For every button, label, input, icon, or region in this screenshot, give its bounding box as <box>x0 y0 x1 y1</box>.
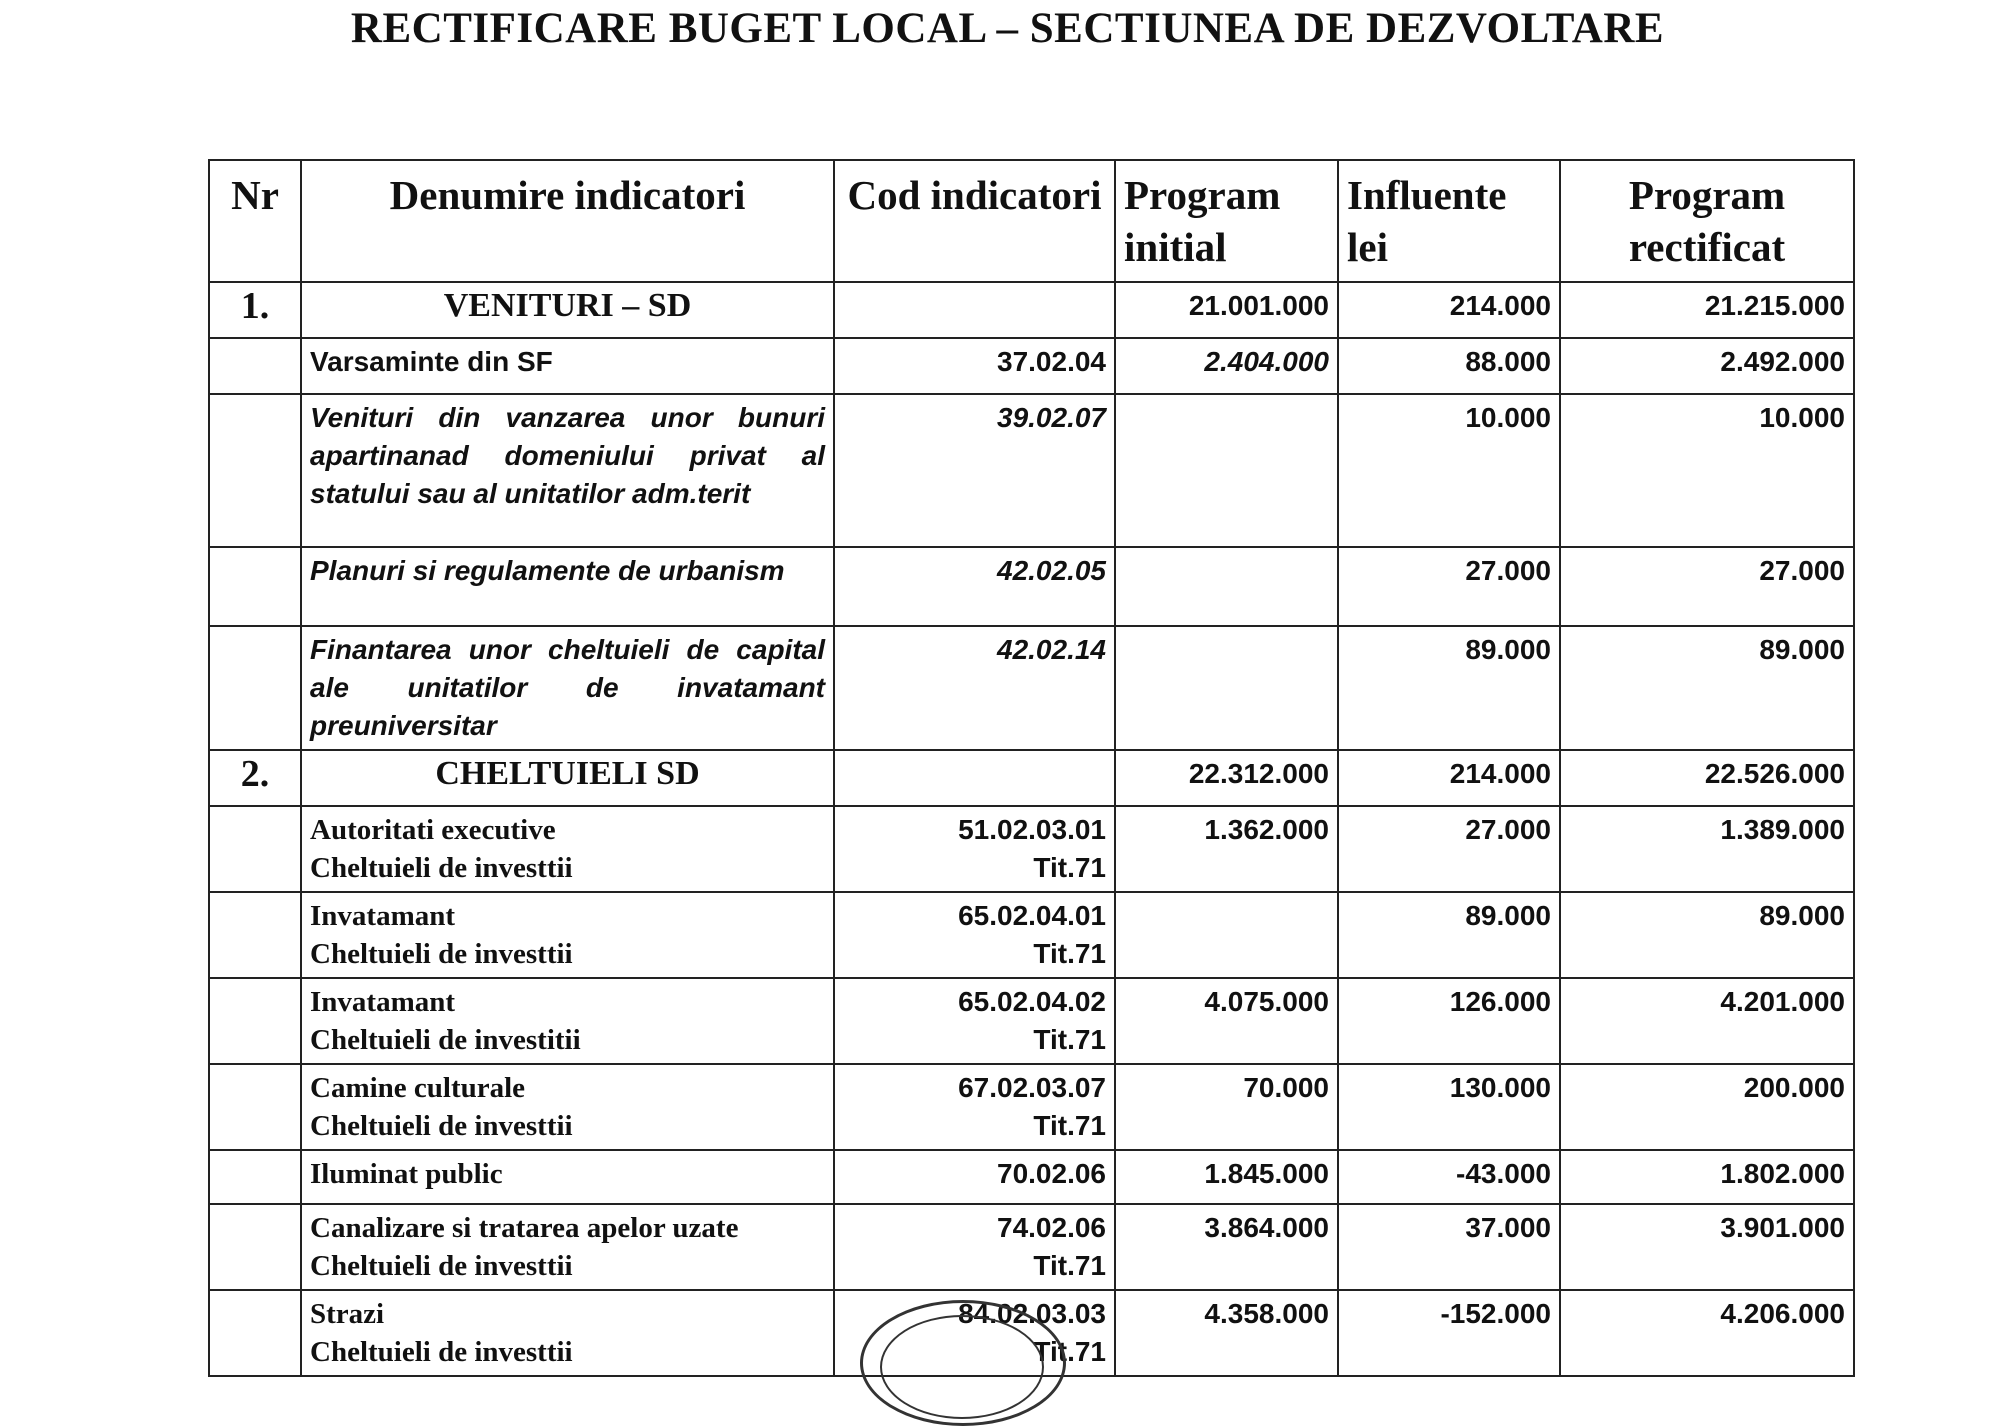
influence-cell <box>1338 626 1560 750</box>
name-cell-text: Canalizare si tratarea apelor uzate <box>310 1212 739 1244</box>
influence-cell <box>1338 978 1560 1064</box>
code-cell <box>834 1204 1115 1290</box>
code-cell <box>834 978 1115 1064</box>
code-cell-text: 74.02.06 <box>997 1212 1106 1243</box>
name-cell <box>301 978 834 1064</box>
name-cell-text: Invatamant <box>310 986 456 1018</box>
initial-cell-text: 4.358.000 <box>1204 1298 1329 1329</box>
initial-cell-text: 21.001.000 <box>1188 290 1329 321</box>
nr <box>209 547 301 626</box>
code-cell <box>834 750 1115 806</box>
initial-cell <box>1115 750 1338 806</box>
initial-cell <box>1115 978 1338 1064</box>
rectified-cell <box>1560 750 1854 806</box>
code-cell-text: 70.02.06 <box>997 1158 1106 1189</box>
code-cell-text: 39.02.07 <box>997 402 1106 433</box>
rectified-cell <box>1560 626 1854 750</box>
influence-cell <box>1338 1290 1560 1376</box>
code-cell-text: 65.02.04.02 <box>958 986 1106 1017</box>
influence-cell-text: -43.000 <box>1456 1158 1551 1189</box>
name-cell-text: Cheltuieli de investtii <box>310 1336 573 1368</box>
name-cell-text: CHELTUIELI SD <box>435 755 700 792</box>
header-code: Cod indicatori <box>834 160 1115 282</box>
name-cell-text: Iluminat public <box>310 1158 503 1190</box>
influence-cell-text: 89.000 <box>1465 634 1551 665</box>
table-row <box>209 547 1854 626</box>
code-cell-text: Tit.71 <box>1033 938 1106 969</box>
code-cell-text: Tit.71 <box>1033 1336 1106 1367</box>
influence-cell-text: 37.000 <box>1465 1212 1551 1243</box>
name-cell-text: Finantarea unor cheltuieli de capital ale unitatilor de invatamant preuniversitar <box>310 634 825 741</box>
code-cell <box>834 547 1115 626</box>
table-row <box>209 750 1854 806</box>
code-cell-text: 65.02.04.01 <box>958 900 1106 931</box>
influence-cell-text: 214.000 <box>1449 758 1551 789</box>
influence-cell <box>1338 806 1560 892</box>
code-cell-text: 37.02.04 <box>997 346 1106 377</box>
name-cell-text: Cheltuieli de investtii <box>310 1110 573 1142</box>
table-row <box>209 1204 1854 1290</box>
rectified-cell-text: 2.492.000 <box>1720 346 1845 377</box>
rectified-cell-text: 3.901.000 <box>1720 1212 1845 1243</box>
table-header-row <box>209 160 1854 282</box>
header-rectified: Program rectificat <box>1560 160 1854 282</box>
code-cell <box>834 1064 1115 1150</box>
name-cell-text: Cheltuieli de investtii <box>310 1250 573 1282</box>
rectified-cell-text: 200.000 <box>1743 1072 1845 1103</box>
name-cell <box>301 1150 834 1204</box>
influence-cell-text: -152.000 <box>1440 1298 1551 1329</box>
header-nr: Nr <box>209 160 301 282</box>
code-cell <box>834 626 1115 750</box>
initial-cell <box>1115 1150 1338 1204</box>
initial-cell-text: 70.000 <box>1243 1072 1329 1103</box>
name-cell <box>301 394 834 547</box>
influence-cell-text: 214.000 <box>1449 290 1551 321</box>
influence-cell <box>1338 282 1560 338</box>
nr <box>209 806 301 892</box>
rectified-cell-text: 4.201.000 <box>1720 986 1845 1017</box>
code-cell-text: 84.02.03.03 <box>958 1298 1106 1329</box>
influence-cell <box>1338 338 1560 394</box>
budget-table <box>208 159 1855 1377</box>
rectified-cell <box>1560 282 1854 338</box>
code-cell-text: Tit.71 <box>1033 852 1106 883</box>
nr <box>209 892 301 978</box>
name-cell <box>301 547 834 626</box>
code-cell-text: 67.02.03.07 <box>958 1072 1106 1103</box>
name-cell <box>301 750 834 806</box>
name-cell-text: Invatamant <box>310 900 456 932</box>
initial-cell-text: 1.845.000 <box>1204 1158 1329 1189</box>
influence-cell-text: 88.000 <box>1465 346 1551 377</box>
rectified-cell <box>1560 806 1854 892</box>
initial-cell-text: 2.404.000 <box>1204 346 1329 377</box>
name-cell-text: VENITURI – SD <box>443 287 692 324</box>
rectified-cell-text: 89.000 <box>1759 900 1845 931</box>
initial-cell-text: 22.312.000 <box>1188 758 1329 789</box>
code-cell-text: 42.02.05 <box>997 555 1106 586</box>
nr-text: 1. <box>240 285 270 327</box>
name-cell-text: Camine culturale <box>310 1072 526 1104</box>
name-cell-text: Planuri si regulamente de urbanism <box>310 555 785 586</box>
code-cell-text: 51.02.03.01 <box>958 814 1106 845</box>
code-cell-text: Tit.71 <box>1033 1024 1106 1055</box>
rectified-cell-text: 21.215.000 <box>1704 290 1845 321</box>
initial-cell <box>1115 626 1338 750</box>
name-cell <box>301 338 834 394</box>
rectified-cell-text: 89.000 <box>1759 634 1845 665</box>
rectified-cell-text: 10.000 <box>1759 402 1845 433</box>
rectified-cell <box>1560 1204 1854 1290</box>
name-cell-text: Cheltuieli de investtii <box>310 938 573 970</box>
initial-cell <box>1115 338 1338 394</box>
rectified-cell <box>1560 1064 1854 1150</box>
table-row <box>209 338 1854 394</box>
code-cell-text: Tit.71 <box>1033 1250 1106 1281</box>
code-cell <box>834 338 1115 394</box>
rectified-cell <box>1560 978 1854 1064</box>
header-name: Denumire indicatori <box>301 160 834 282</box>
nr <box>209 1064 301 1150</box>
rectified-cell <box>1560 547 1854 626</box>
name-cell <box>301 892 834 978</box>
table-row <box>209 806 1854 892</box>
code-cell <box>834 1150 1115 1204</box>
code-cell <box>834 892 1115 978</box>
initial-cell <box>1115 1064 1338 1150</box>
nr <box>209 282 301 338</box>
nr <box>209 978 301 1064</box>
table-row <box>209 394 1854 547</box>
influence-cell <box>1338 1150 1560 1204</box>
initial-cell <box>1115 1290 1338 1376</box>
name-cell-text: Venituri din vanzarea unor bunuri apartinanad domeniului privat al statului sau al unitatilor adm.terit <box>310 402 825 509</box>
header-influence: Influente lei <box>1338 160 1560 282</box>
rectified-cell-text: 22.526.000 <box>1704 758 1845 789</box>
rectified-cell <box>1560 1290 1854 1376</box>
name-cell-text: Varsaminte din SF <box>310 346 553 377</box>
nr <box>209 1204 301 1290</box>
rectified-cell <box>1560 892 1854 978</box>
rectified-cell <box>1560 338 1854 394</box>
name-cell <box>301 1204 834 1290</box>
table-row <box>209 626 1854 750</box>
nr <box>209 750 301 806</box>
table-row <box>209 1064 1854 1150</box>
influence-cell-text: 10.000 <box>1465 402 1551 433</box>
document-title: RECTIFICARE BUGET LOCAL – SECTIUNEA DE DEZVOLTARE <box>350 5 1665 52</box>
initial-cell <box>1115 547 1338 626</box>
name-cell-text: Cheltuieli de investtii <box>310 852 573 884</box>
nr <box>209 338 301 394</box>
influence-cell <box>1338 1204 1560 1290</box>
stamp-inner <box>880 1315 1044 1419</box>
initial-cell-text: 4.075.000 <box>1204 986 1329 1017</box>
name-cell <box>301 806 834 892</box>
influence-cell <box>1338 1064 1560 1150</box>
name-cell-text: Strazi <box>310 1298 385 1330</box>
nr <box>209 1150 301 1204</box>
initial-cell <box>1115 1204 1338 1290</box>
influence-cell <box>1338 892 1560 978</box>
rectified-cell-text: 4.206.000 <box>1720 1298 1845 1329</box>
initial-cell <box>1115 282 1338 338</box>
rectified-cell-text: 1.389.000 <box>1720 814 1845 845</box>
name-cell <box>301 282 834 338</box>
initial-cell-text: 1.362.000 <box>1204 814 1329 845</box>
name-cell <box>301 1290 834 1376</box>
nr <box>209 1290 301 1376</box>
code-cell <box>834 806 1115 892</box>
rectified-cell <box>1560 394 1854 547</box>
influence-cell-text: 126.000 <box>1449 986 1551 1017</box>
code-cell-text: Tit.71 <box>1033 1110 1106 1141</box>
influence-cell-text: 27.000 <box>1465 555 1551 586</box>
influence-cell <box>1338 394 1560 547</box>
influence-cell-text: 89.000 <box>1465 900 1551 931</box>
influence-cell <box>1338 547 1560 626</box>
nr-text: 2. <box>240 753 270 795</box>
name-cell <box>301 626 834 750</box>
initial-cell <box>1115 892 1338 978</box>
influence-cell-text: 27.000 <box>1465 814 1551 845</box>
initial-cell <box>1115 806 1338 892</box>
influence-cell <box>1338 750 1560 806</box>
nr <box>209 394 301 547</box>
name-cell-text: Cheltuieli de investitii <box>310 1024 581 1056</box>
initial-cell-text: 3.864.000 <box>1204 1212 1329 1243</box>
code-cell <box>834 282 1115 338</box>
table-row <box>209 1150 1854 1204</box>
rectified-cell <box>1560 1150 1854 1204</box>
nr <box>209 626 301 750</box>
rectified-cell-text: 27.000 <box>1759 555 1845 586</box>
influence-cell-text: 130.000 <box>1449 1072 1551 1103</box>
header-initial: Program initial <box>1115 160 1338 282</box>
table-row <box>209 282 1854 338</box>
name-cell-text: Autoritati executive <box>310 814 556 846</box>
initial-cell <box>1115 394 1338 547</box>
code-cell <box>834 394 1115 547</box>
table-row <box>209 892 1854 978</box>
rectified-cell-text: 1.802.000 <box>1720 1158 1845 1189</box>
name-cell <box>301 1064 834 1150</box>
table-row <box>209 978 1854 1064</box>
code-cell-text: 42.02.14 <box>997 634 1106 665</box>
